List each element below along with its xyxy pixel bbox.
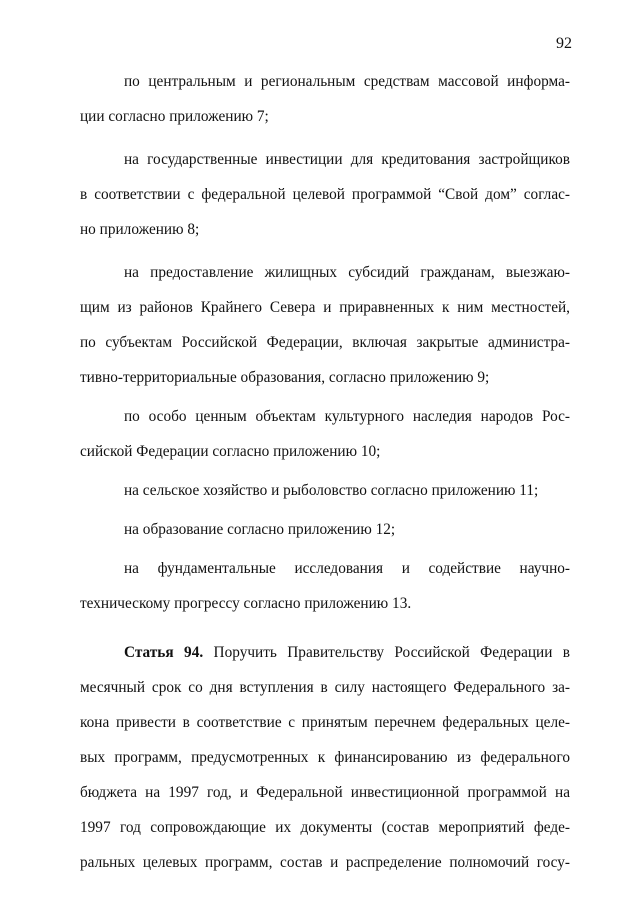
text-line: по субъектам Российской Федерации, включая закрытые администра- [80,334,570,351]
text-line: сийской Федерации согласно приложению 10; [80,443,381,460]
document-body [80,68,570,884]
text-line: на сельское хозяйство и рыболовство согласно приложению 11; [124,482,539,499]
text-line: месячный срок со дня вступления в силу настоящего Федерального за- [80,679,570,696]
text-line: щим из районов Крайнего Севера и приравненных к ним местностей, [80,299,570,316]
text-line: ральных целевых программ, состав и распределение полномочий госу- [80,854,570,871]
text-line: но приложению 8; [80,221,200,238]
page-number: 92 [556,35,572,52]
text-line: тивно-территориальные образования, согласно приложению 9; [80,369,490,386]
text-line: на образование согласно приложению 12; [124,521,396,538]
text-line: по центральным и региональным средствам массовой информа- [124,73,570,90]
text-line: техническому прогрессу согласно приложению 13. [80,595,412,612]
article-heading-line [80,639,570,674]
text-line: в соответствии с федеральной целевой программой “Свой дом” соглас- [80,186,570,203]
text-line: ции согласно приложению 7; [80,108,269,125]
text-line: бюджета на 1997 год, и Федеральной инвестиционной программой на [80,784,570,801]
text-line: вых программ, предусмотренных к финансированию из федерального [80,749,570,766]
article-number: Статья 94. [124,644,204,661]
text-line: по особо ценным объектам культурного наследия народов Рос- [124,408,570,425]
text-line: кона привести в соответствие с принятым перечнем федеральных целе- [80,714,570,731]
text-line: Поручить Правительству Российской Федерации в [213,644,571,661]
text-line: 1997 год сопровождающие их документы (состав мероприятий феде- [80,819,570,836]
text-line: на предоставление жилищных субсидий гражданам, выезжаю- [124,264,570,281]
text-line: на фундаментальные исследования и содействие научно- [124,560,570,577]
text-line: на государственные инвестиции для кредитования застройщиков [124,151,570,168]
